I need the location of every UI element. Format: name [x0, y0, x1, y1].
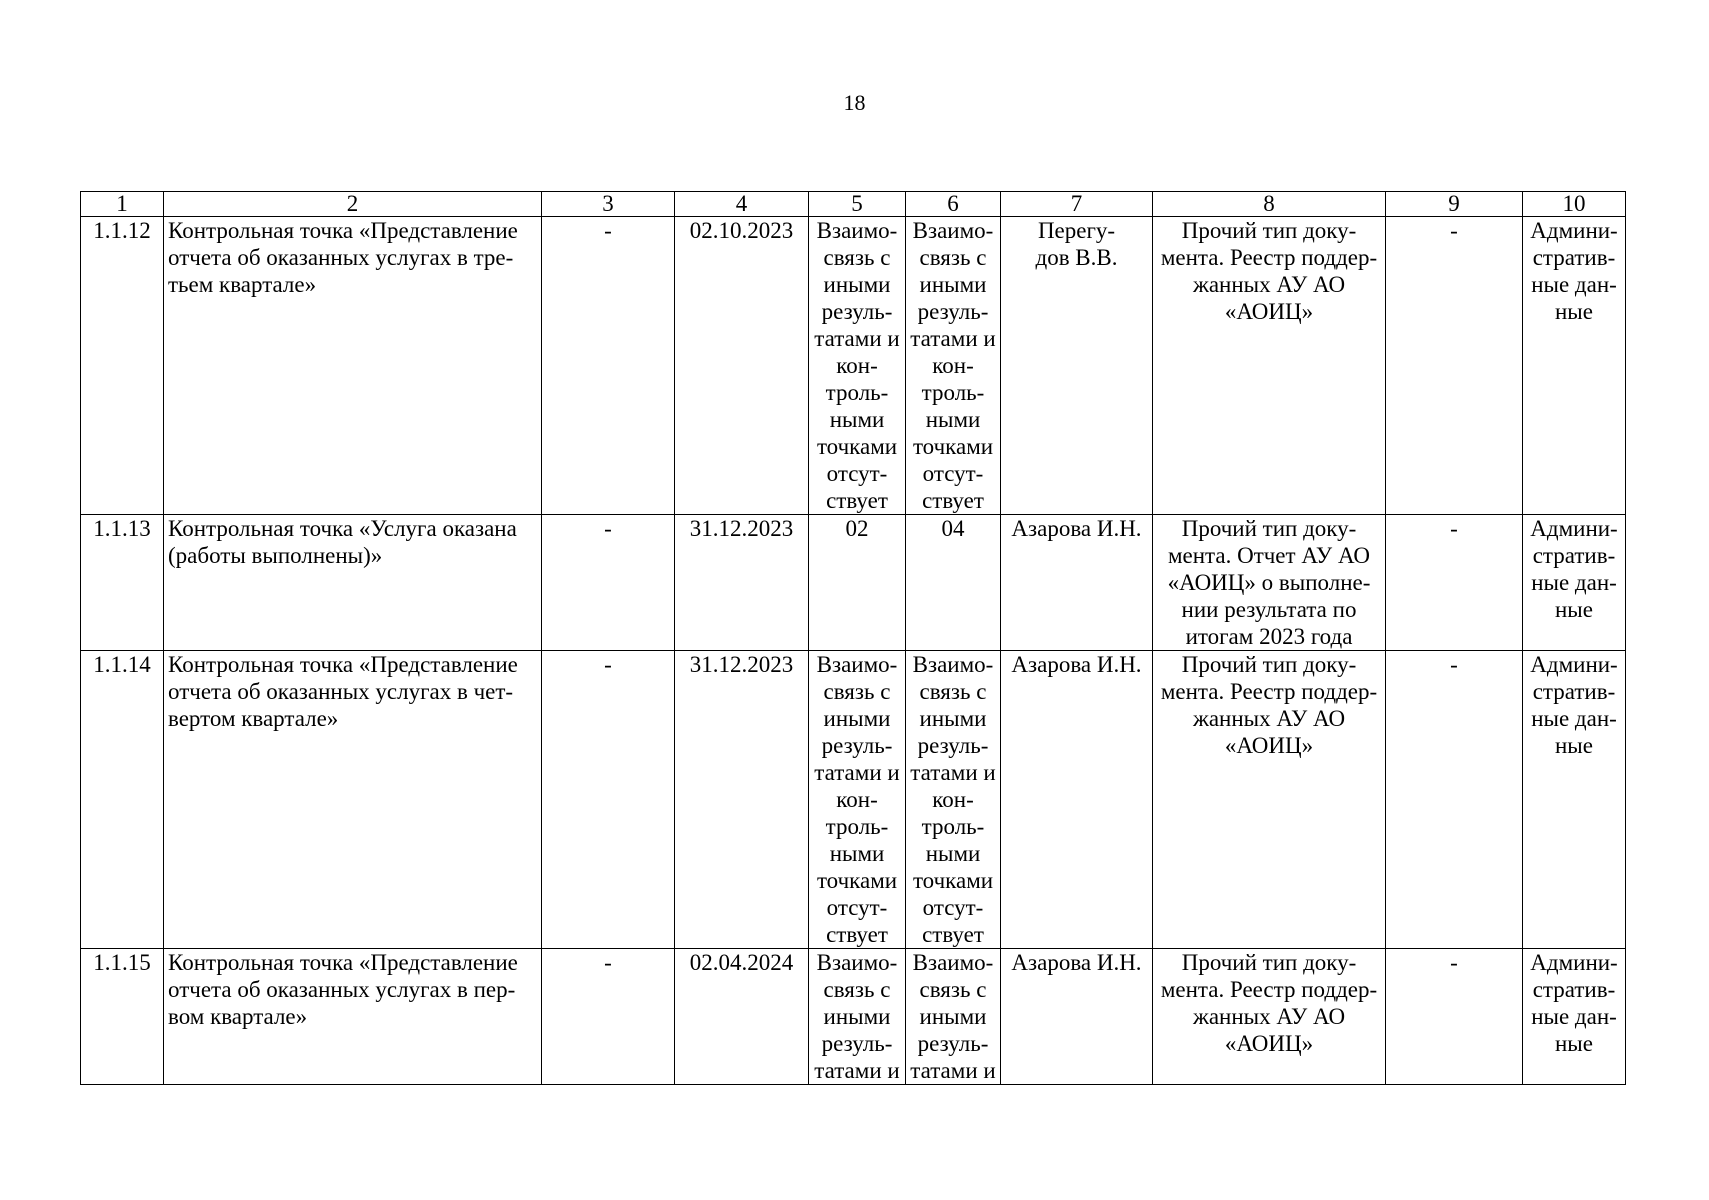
- cell-col5: 02: [809, 515, 906, 651]
- column-header: 7: [1001, 192, 1153, 217]
- column-header: 5: [809, 192, 906, 217]
- column-header: 1: [81, 192, 164, 217]
- table-header-row: [81, 192, 1626, 217]
- row-responsible: Азарова И.Н.: [1001, 515, 1153, 651]
- row-date: 02.10.2023: [675, 217, 809, 515]
- column-header: 4: [675, 192, 809, 217]
- row-responsible: Азарова И.Н.: [1001, 949, 1153, 1085]
- cell-col3: -: [542, 949, 675, 1085]
- column-header: 9: [1386, 192, 1523, 217]
- row-date: 31.12.2023: [675, 651, 809, 949]
- row-title: Контрольная точка «Представление отчета об оказанных услугах в пер- вом квартале»: [164, 949, 542, 1085]
- table-row: [81, 651, 1626, 949]
- cell-col3: -: [542, 515, 675, 651]
- cell-col5: Взаимо- связь с иными резуль- татами и: [809, 949, 906, 1085]
- row-responsible: Перегу- дов В.В.: [1001, 217, 1153, 515]
- row-document-type: Прочий тип доку- мента. Реестр поддер- жанных АУ АО «АОИЦ»: [1153, 217, 1386, 515]
- cell-col3: -: [542, 217, 675, 515]
- row-title: Контрольная точка «Представление отчета об оказанных услугах в тре- тьем квартале»: [164, 217, 542, 515]
- cell-col6: 04: [906, 515, 1001, 651]
- row-data-source: Админи- стратив- ные дан- ные: [1523, 515, 1626, 651]
- cell-col9: -: [1386, 651, 1523, 949]
- cell-col9: -: [1386, 515, 1523, 651]
- table-row: [81, 217, 1626, 515]
- table-row: [81, 515, 1626, 651]
- cell-col6: Взаимо- связь с иными резуль- татами и кон- троль- ными точками отсут- ствует: [906, 651, 1001, 949]
- row-document-type: Прочий тип доку- мента. Отчет АУ АО «АОИЦ» о выполне- нии результата по итогам 2023 года: [1153, 515, 1386, 651]
- row-date: 02.04.2024: [675, 949, 809, 1085]
- row-number: 1.1.12: [81, 217, 164, 515]
- column-header: 10: [1523, 192, 1626, 217]
- cell-col5: Взаимо- связь с иными резуль- татами и кон- троль- ными точками отсут- ствует: [809, 651, 906, 949]
- cell-col9: -: [1386, 217, 1523, 515]
- cell-col5: Взаимо- связь с иными резуль- татами и кон- троль- ными точками отсут- ствует: [809, 217, 906, 515]
- row-number: 1.1.13: [81, 515, 164, 651]
- row-number: 1.1.14: [81, 651, 164, 949]
- row-title: Контрольная точка «Представление отчета об оказанных услугах в чет- вертом квартале»: [164, 651, 542, 949]
- row-data-source: Админи- стратив- ные дан- ные: [1523, 217, 1626, 515]
- column-header: 6: [906, 192, 1001, 217]
- row-title: Контрольная точка «Услуга оказана (работы выполнены)»: [164, 515, 542, 651]
- control-points-table: [80, 191, 1626, 1085]
- cell-col6: Взаимо- связь с иными резуль- татами и кон- троль- ными точками отсут- ствует: [906, 217, 1001, 515]
- row-number: 1.1.15: [81, 949, 164, 1085]
- page-number: 18: [843, 90, 866, 115]
- cell-col3: -: [542, 651, 675, 949]
- column-header: 2: [164, 192, 542, 217]
- row-date: 31.12.2023: [675, 515, 809, 651]
- column-header: 8: [1153, 192, 1386, 217]
- row-responsible: Азарова И.Н.: [1001, 651, 1153, 949]
- row-data-source: Админи- стратив- ные дан- ные: [1523, 651, 1626, 949]
- row-document-type: Прочий тип доку- мента. Реестр поддер- жанных АУ АО «АОИЦ»: [1153, 949, 1386, 1085]
- cell-col6: Взаимо- связь с иными резуль- татами и: [906, 949, 1001, 1085]
- cell-col9: -: [1386, 949, 1523, 1085]
- table-row: [81, 949, 1626, 1085]
- row-data-source: Админи- стратив- ные дан- ные: [1523, 949, 1626, 1085]
- row-document-type: Прочий тип доку- мента. Реестр поддер- жанных АУ АО «АОИЦ»: [1153, 651, 1386, 949]
- column-header: 3: [542, 192, 675, 217]
